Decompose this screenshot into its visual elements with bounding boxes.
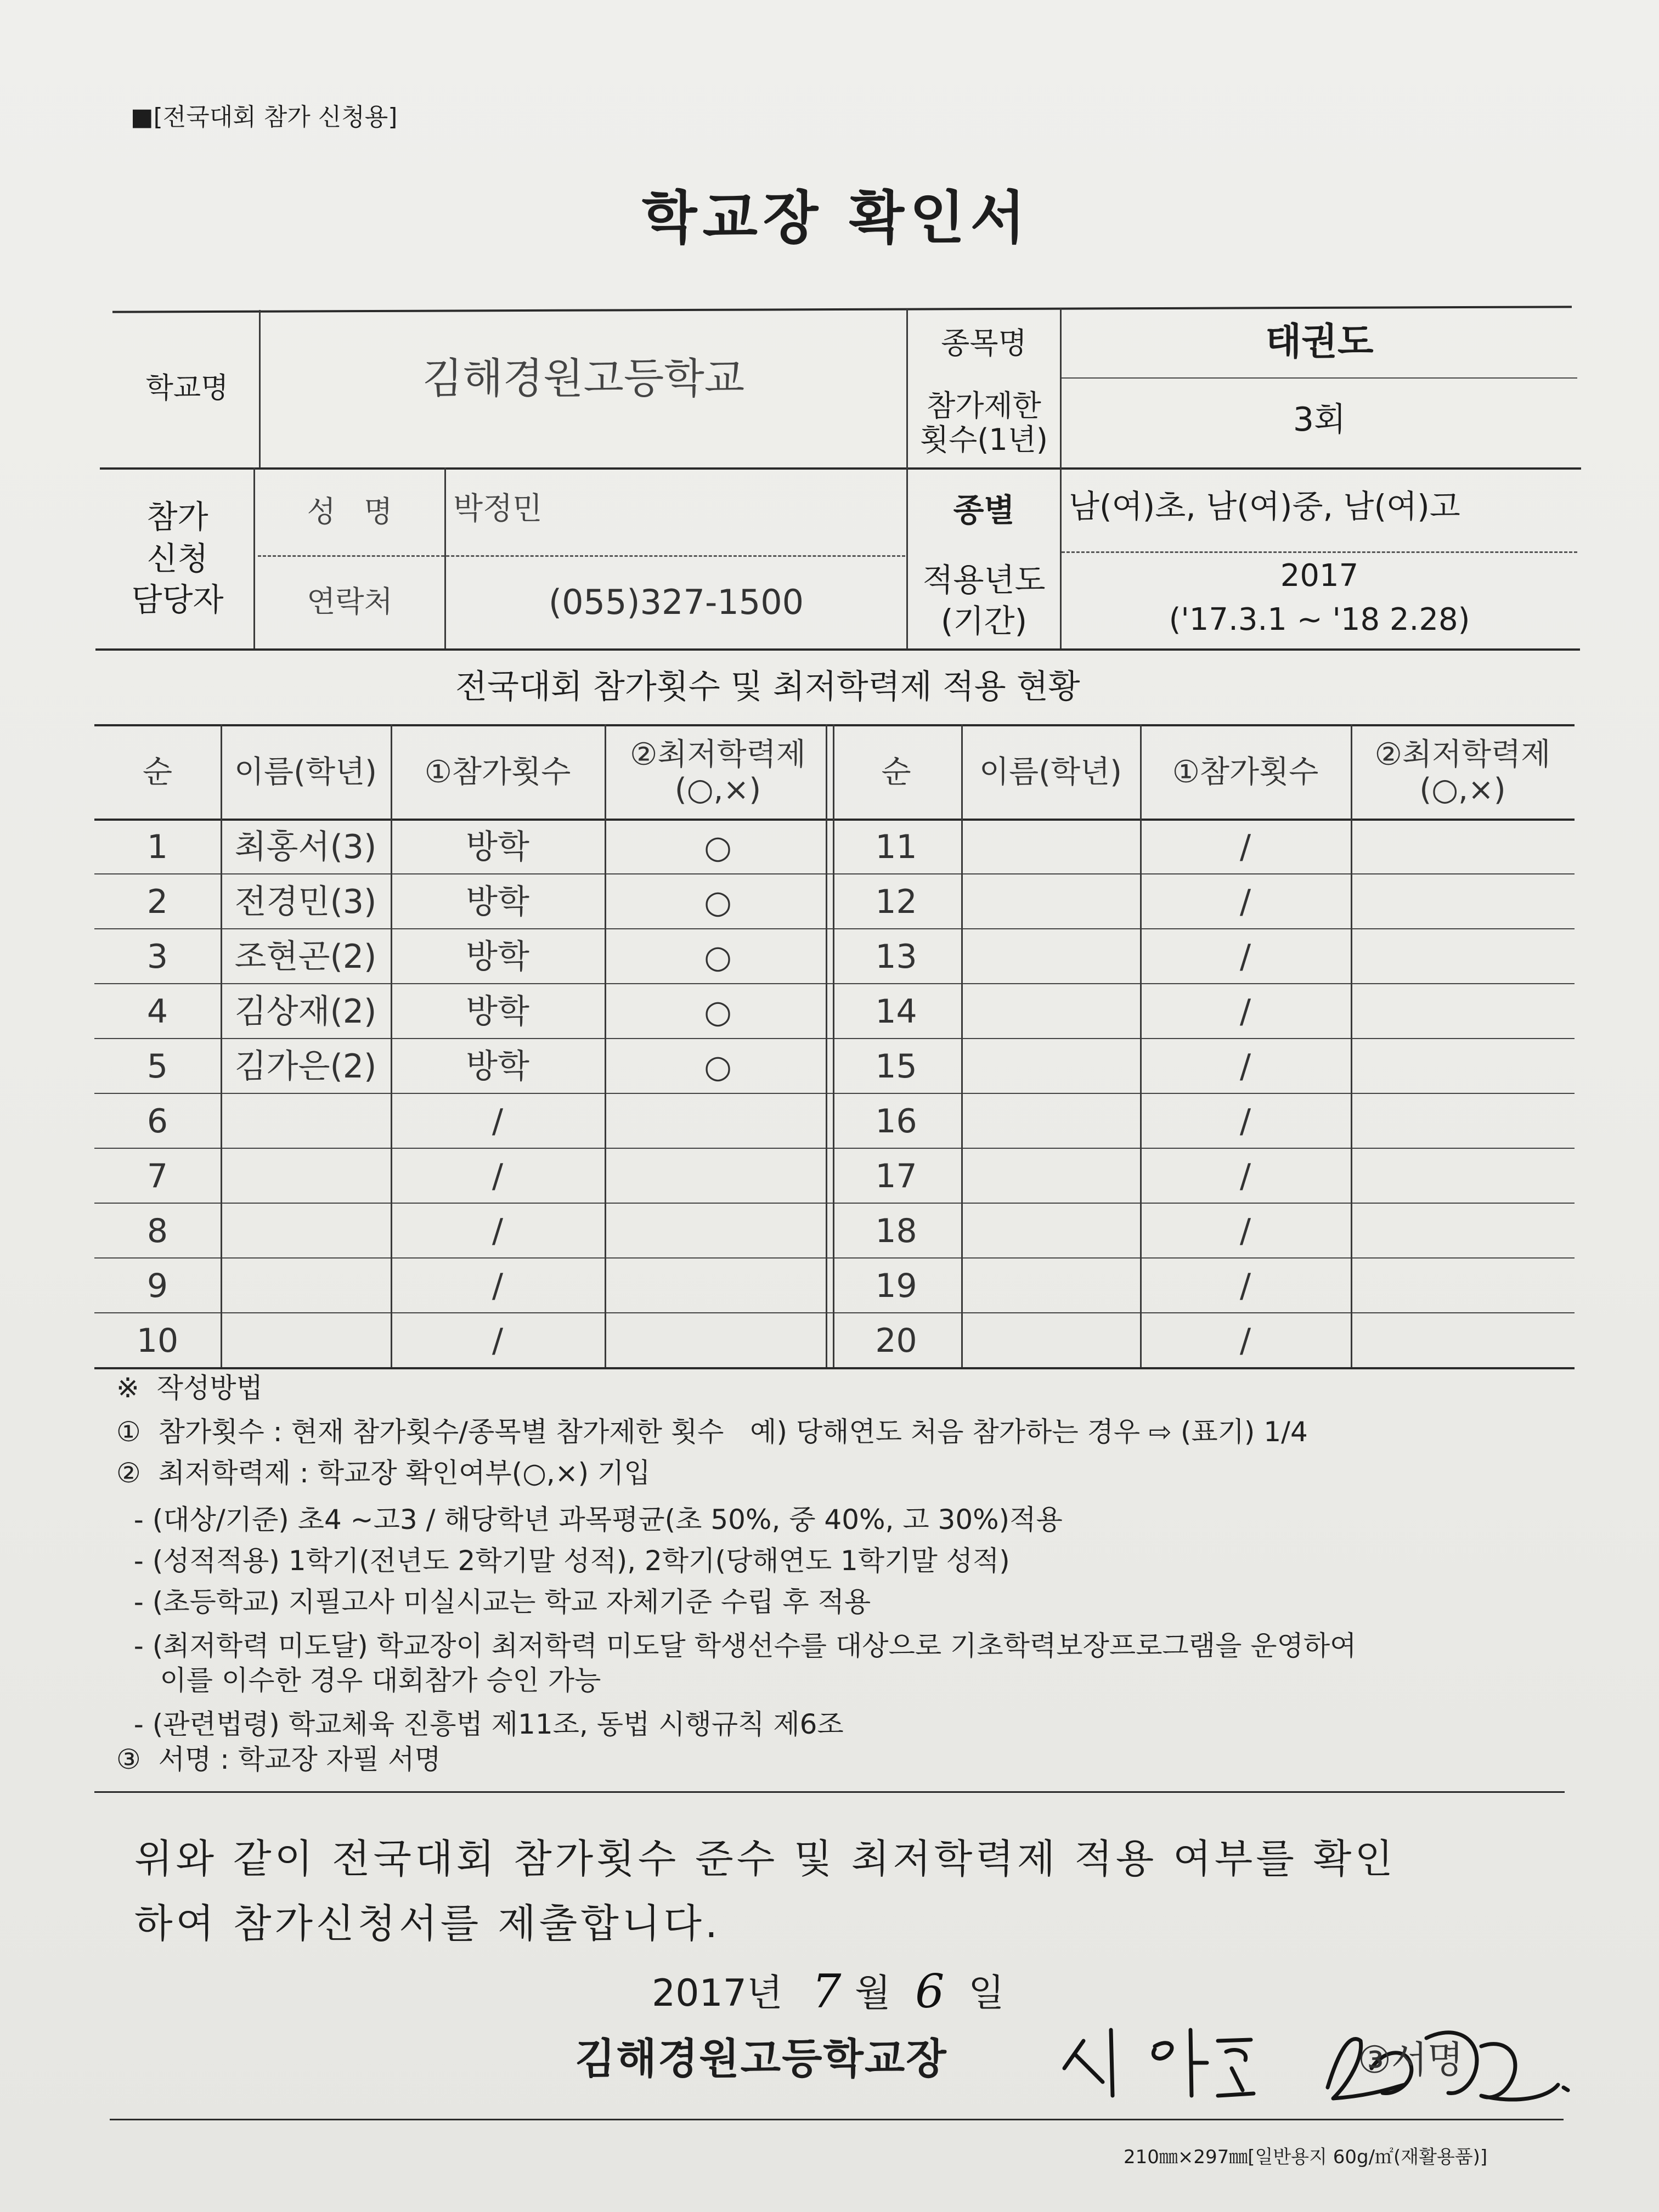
table-cell-grade	[1351, 1260, 1575, 1312]
table-cell-count: /	[1239, 1321, 1251, 1360]
table-header: ②최저학력제 (○,×)	[1374, 736, 1551, 808]
table-cell-no: 16	[875, 1102, 917, 1141]
table-header: 이름(학년)	[979, 754, 1122, 790]
table-cell-no: 9	[146, 1266, 168, 1305]
date-year: 2017년	[652, 1972, 783, 2015]
table-cell-no: 17	[875, 1156, 917, 1195]
school-label: 학교명	[145, 371, 229, 405]
table-cell-name: 김가은(2)	[234, 1047, 377, 1086]
manager-phone: (055)327-1500	[548, 582, 804, 622]
table-cell-no: 10	[136, 1321, 179, 1360]
table-cell-name	[221, 1150, 391, 1203]
manager-name-label: 성 명	[307, 494, 393, 529]
table-header: ①참가횟수	[1172, 754, 1319, 790]
table-cell-grade	[1351, 1040, 1575, 1093]
table-cell-count: 방학	[466, 937, 529, 976]
table-cell-no: 3	[146, 937, 168, 976]
date-day-unit: 일	[968, 1972, 1005, 2015]
year-label: 적용년도 (기간)	[922, 561, 1046, 640]
table-cell-count: /	[492, 1156, 504, 1195]
manager-name: 박정민	[453, 491, 543, 527]
table-cell-count: /	[1239, 1156, 1251, 1195]
signature-mark: ③서명	[1358, 2039, 1464, 2082]
note-line: - (최저학력 미도달) 학교장이 최저학력 미도달 학생선수를 대상으로 기초학력보장프로그램을 운영하여	[116, 1630, 1357, 1662]
table-cell-grade	[605, 1095, 831, 1148]
table-cell-grade	[605, 1205, 831, 1257]
document-title: 학교장 확인서	[642, 184, 1031, 251]
paper-spec-footer: 210㎜×297㎜[일반용지 60g/㎡(재활용품)]	[1124, 2146, 1488, 2168]
table-cell-no: 1	[146, 827, 168, 866]
table-cell-count: /	[1239, 992, 1251, 1031]
table-cell-no: 19	[875, 1266, 917, 1305]
table-cell-grade	[1351, 1314, 1575, 1367]
note-line: - (관련법령) 학교체육 진흥법 제11조, 동법 시행규칙 제6조	[116, 1708, 844, 1740]
year-value: 2017	[1280, 557, 1359, 594]
table-cell-count: /	[492, 1102, 504, 1141]
table-cell-name	[221, 1205, 391, 1257]
category-value: 남(여)초, 남(여)중, 남(여)고	[1069, 488, 1460, 525]
table-cell-no: 20	[875, 1321, 917, 1360]
status-title: 전국대회 참가횟수 및 최저학력제 적용 현황	[455, 668, 1080, 706]
note-line: ① 참가횟수 : 현재 참가횟수/종목별 참가제한 횟수 예) 당해연도 처음 참가하는 경우 ⇨ (표기) 1/4	[116, 1416, 1308, 1448]
table-cell-name	[221, 1095, 391, 1148]
table-cell-grade: ○	[704, 992, 732, 1030]
table-cell-name	[961, 1260, 1140, 1312]
limit-value: 3회	[1293, 400, 1346, 439]
note-line: ② 최저학력제 : 학교장 확인여부(○,×) 기입	[116, 1457, 651, 1489]
table-cell-name: 최홍서(3)	[234, 827, 377, 866]
principal-title: 김해경원고등학교장	[575, 2034, 947, 2083]
date-month: 7	[812, 1965, 842, 2018]
table-cell-count: /	[1239, 1102, 1251, 1141]
table-cell-grade	[605, 1260, 831, 1312]
table-cell-no: 8	[146, 1211, 168, 1250]
statement-line-1: 위와 같이 전국대회 참가횟수 준수 및 최저학력제 적용 여부를 확인	[134, 1836, 1396, 1882]
table-cell-count: /	[1239, 1266, 1251, 1305]
table-cell-name: 전경민(3)	[234, 882, 377, 921]
event-name: 태권도	[1265, 320, 1374, 364]
table-cell-grade	[1351, 1205, 1575, 1257]
table-cell-no: 6	[146, 1102, 168, 1141]
table-cell-no: 4	[146, 992, 168, 1031]
table-cell-name	[221, 1260, 391, 1312]
table-cell-count: /	[1239, 937, 1251, 976]
table-cell-grade	[1351, 985, 1575, 1038]
table-cell-count: /	[492, 1321, 504, 1360]
table-cell-no: 18	[875, 1211, 917, 1250]
date-month-unit: 월	[855, 1972, 891, 2015]
note-line: ③ 서명 : 학교장 자필 서명	[116, 1743, 441, 1775]
category-label: 종별	[953, 491, 1015, 529]
manager-label: 참가 신청 담당자	[131, 498, 224, 619]
table-cell-count: /	[1239, 1211, 1251, 1250]
table-cell-name	[961, 876, 1140, 928]
table-header: ①참가횟수	[424, 754, 571, 790]
table-cell-grade	[1351, 930, 1575, 983]
statement-line-2: 하여 참가신청서를 제출합니다.	[134, 1900, 721, 1946]
note-line: 이를 이수한 경우 대회참가 승인 가능	[116, 1664, 601, 1696]
table-cell-no: 13	[875, 937, 917, 976]
form-code: ■[전국대회 참가 신청용]	[131, 103, 398, 131]
table-cell-count: /	[1239, 882, 1251, 921]
note-line: - (대상/기준) 초4 ~고3 / 해당학년 과목평균(초 50%, 중 40%, 고 30%)적용	[116, 1504, 1063, 1536]
school-name: 김해경원고등학교	[422, 354, 745, 403]
table-cell-grade: ○	[704, 883, 732, 921]
table-cell-no: 11	[875, 827, 917, 866]
table-cell-name	[961, 1314, 1140, 1367]
date-day: 6	[915, 1965, 945, 2018]
table-cell-count: 방학	[466, 1047, 529, 1086]
table-header: 이름(학년)	[234, 754, 377, 790]
note-line: - (성적적용) 1학기(전년도 2학기말 성적), 2학기(당해연도 1학기말 성적)	[116, 1545, 1010, 1577]
note-line: - (초등학교) 지필고사 미실시교는 학교 자체기준 수립 후 적용	[116, 1586, 871, 1618]
year-period: ('17.3.1 ~ '18 2.28)	[1169, 601, 1470, 637]
table-cell-count: 방학	[466, 882, 529, 921]
table-cell-no: 14	[875, 992, 917, 1031]
table-cell-name	[961, 1205, 1140, 1257]
handwritten-signature	[1042, 1986, 1591, 2129]
table-cell-grade: ○	[704, 828, 732, 866]
table-cell-grade	[1351, 876, 1575, 928]
table-cell-name	[961, 1040, 1140, 1093]
table-cell-grade	[1351, 821, 1575, 873]
table-cell-count: /	[1239, 827, 1251, 866]
table-cell-name	[961, 1095, 1140, 1148]
limit-label: 참가제한 횟수(1년)	[920, 388, 1048, 457]
table-cell-no: 5	[146, 1047, 168, 1086]
table-header: ②최저학력제 (○,×)	[630, 736, 806, 808]
table-cell-count: /	[492, 1266, 504, 1305]
table-cell-grade	[1351, 1095, 1575, 1148]
event-label: 종목명	[941, 326, 1027, 361]
table-header: 순	[142, 754, 173, 790]
table-cell-no: 2	[146, 882, 168, 921]
table-cell-name	[961, 930, 1140, 983]
table-cell-no: 12	[875, 882, 917, 921]
table-cell-name: 조현곤(2)	[234, 937, 377, 976]
table-cell-grade	[605, 1150, 831, 1203]
table-cell-count: /	[1239, 1047, 1251, 1086]
table-cell-count: /	[492, 1211, 504, 1250]
table-cell-grade: ○	[704, 938, 732, 975]
table-cell-grade	[605, 1314, 831, 1367]
table-cell-grade	[1351, 1150, 1575, 1203]
table-cell-name	[221, 1314, 391, 1367]
table-cell-count: 방학	[466, 827, 529, 866]
table-cell-name	[961, 1150, 1140, 1203]
table-cell-name	[961, 821, 1140, 873]
note-line: ※ 작성방법	[116, 1372, 263, 1404]
table-cell-no: 7	[146, 1156, 168, 1195]
manager-phone-label: 연락처	[307, 584, 393, 619]
table-cell-name	[961, 985, 1140, 1038]
table-cell-count: 방학	[466, 992, 529, 1031]
table-cell-no: 15	[875, 1047, 917, 1086]
table-cell-grade: ○	[704, 1047, 732, 1085]
table-cell-name: 김상재(2)	[234, 992, 377, 1031]
table-header: 순	[881, 754, 911, 790]
